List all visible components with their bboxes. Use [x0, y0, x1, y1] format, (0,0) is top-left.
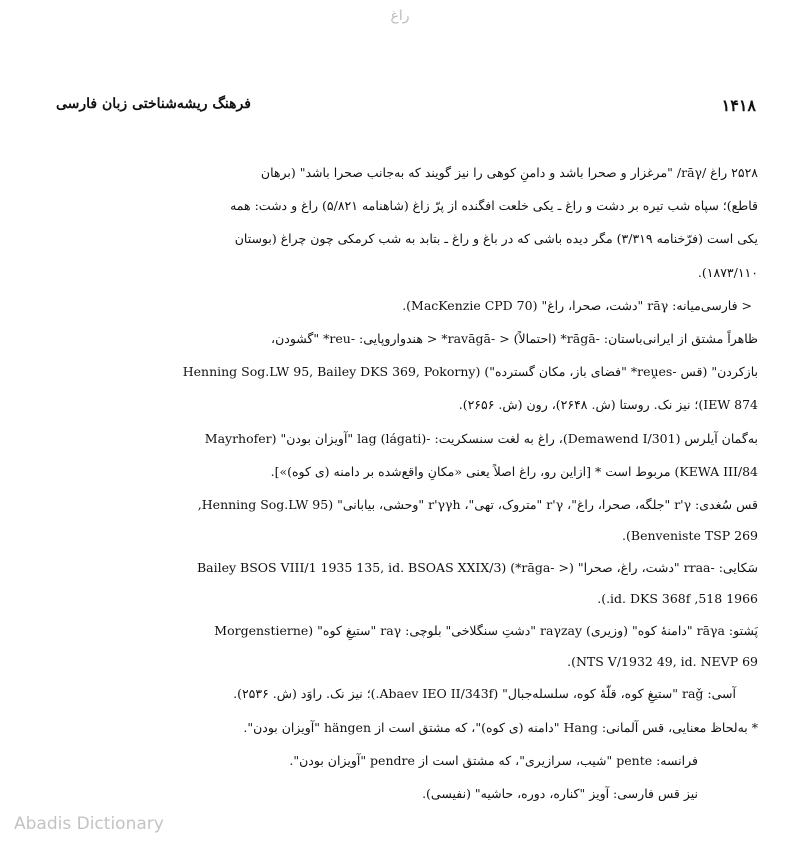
book-title: فرهنگ ریشه‌شناختی زبان فارسی	[56, 96, 251, 112]
etym-saka: سَکایی: -rraa "دشت، راغ، صحرا" (< -rāga*) (Bailey BSOS VIII/1 1935 135, id. BSOAS XXIX/3	[196, 560, 758, 576]
entry-line-3: یکی است (فرّخنامه ۳/۳۱۹) مگر دیده باشی که در باغ و راغ ـ بتابد به شب کرمکی چون چراغ (بوستان	[234, 231, 758, 247]
etym-saka-ref: 1966 518, id. DKS 368f.).	[597, 591, 758, 607]
etym-pashto-balochi: پَشتو: rāγa "دامنهٔ کوه" (وزیری) raγzay "دشتِ سنگلاخی" بلوچی: raγ "ستیغِ کوه" (Morgenstierne	[214, 623, 758, 639]
etym-old-iranian: ظاهراً مشتق از ایرانی‌باستان: -rāgā* (احتمالاً) < -ravāgā* < هندواروپایی: -reu* "گشودن،	[271, 330, 758, 346]
etym-sogdian: قس سُغدی: r'γ "جلگه، صحرا، راغ"، r'γ "متروک، تهی"، r'γγh "وحشی، بیابانی" (Henning Sog.LW 95,	[197, 496, 758, 512]
page-number: ۱۴۱۸	[721, 96, 756, 115]
entry-body	[38, 156, 758, 810]
page-header	[56, 96, 756, 120]
entry-line-2: قاطع)؛ سپاه شب تیره بر دشت و راغ ـ یکی خلعت افگنده از پرّ زاغ (شاهنامه ۵/۸۲۱) راغ و دشت: همه	[230, 198, 758, 214]
etym-pashto-ref: NTS V/1932 49, id. NEVP 69).	[567, 654, 758, 670]
footnote-persian: نیز قس فارسی: آویز "کناره، دوره، حاشیه" (نفیسی).	[422, 786, 698, 801]
entry-line-4: ۱۸۷۳/۱۱۰).	[697, 264, 758, 280]
entry-line-1: ۲۵۲۸ راغ /rāγ/ "مرغزار و صحرا باشد و دامنِ کوهی را نیز گویند که به‌جانب صحرا باشد" (برهان	[260, 165, 758, 180]
etym-old-iranian-refs: IEW 874)؛ نیز نک. روستا (ش. ۲۶۴۸)، رون (ش. ۲۶۵۶).	[458, 397, 758, 413]
etym-middle-persian: < فارسی‌میانه: rāγ "دشت، صحرا، راغ" (MacKenzie CPD 70).	[402, 297, 752, 313]
etym-sanskrit: به‌گمان آیلرس (Demawend I/301)، راغ به لغت سنسکریت: -lag (lágati) "آویزان بودن" (Mayrhofer	[204, 430, 758, 446]
footnote-german: * به‌لحاظ معنایی، قس آلمانی: Hang "دامنه (ی کوه)"، که مشتق است از hängen "آویزان بودن".	[243, 719, 758, 735]
footnote-french: فرانسه: pente "شیب، سرازیری"، که مشتق است از pendre "آویزان بودن".	[289, 752, 698, 768]
etym-old-iranian-cont: بازکردن" (قس -reṷes* "فضای باز، مکان گسترده") (Henning Sog.LW 95, Bailey DKS 369, Pokorny	[182, 364, 758, 380]
etym-ossetic: آسی: raǧ "ستیغِ کوه، قلّهٔ کوه، سلسله‌جبال" (Abaev IEO II/343f.)؛ نیز نک. راوَد (ش. ۲۵۳۶).	[233, 686, 736, 702]
etym-sogdian-ref: Benveniste TSP 269).	[622, 528, 758, 544]
watermark-text: Abadis Dictionary	[14, 814, 164, 834]
page-headword: راغ	[390, 8, 410, 24]
etym-sanskrit-cont: KEWA III/84) مربوط است * [ازاین رو، راغ اصلاً یعنی «مکانِ واقع‌شده بر دامنه (ی کوه)»].	[270, 463, 758, 479]
